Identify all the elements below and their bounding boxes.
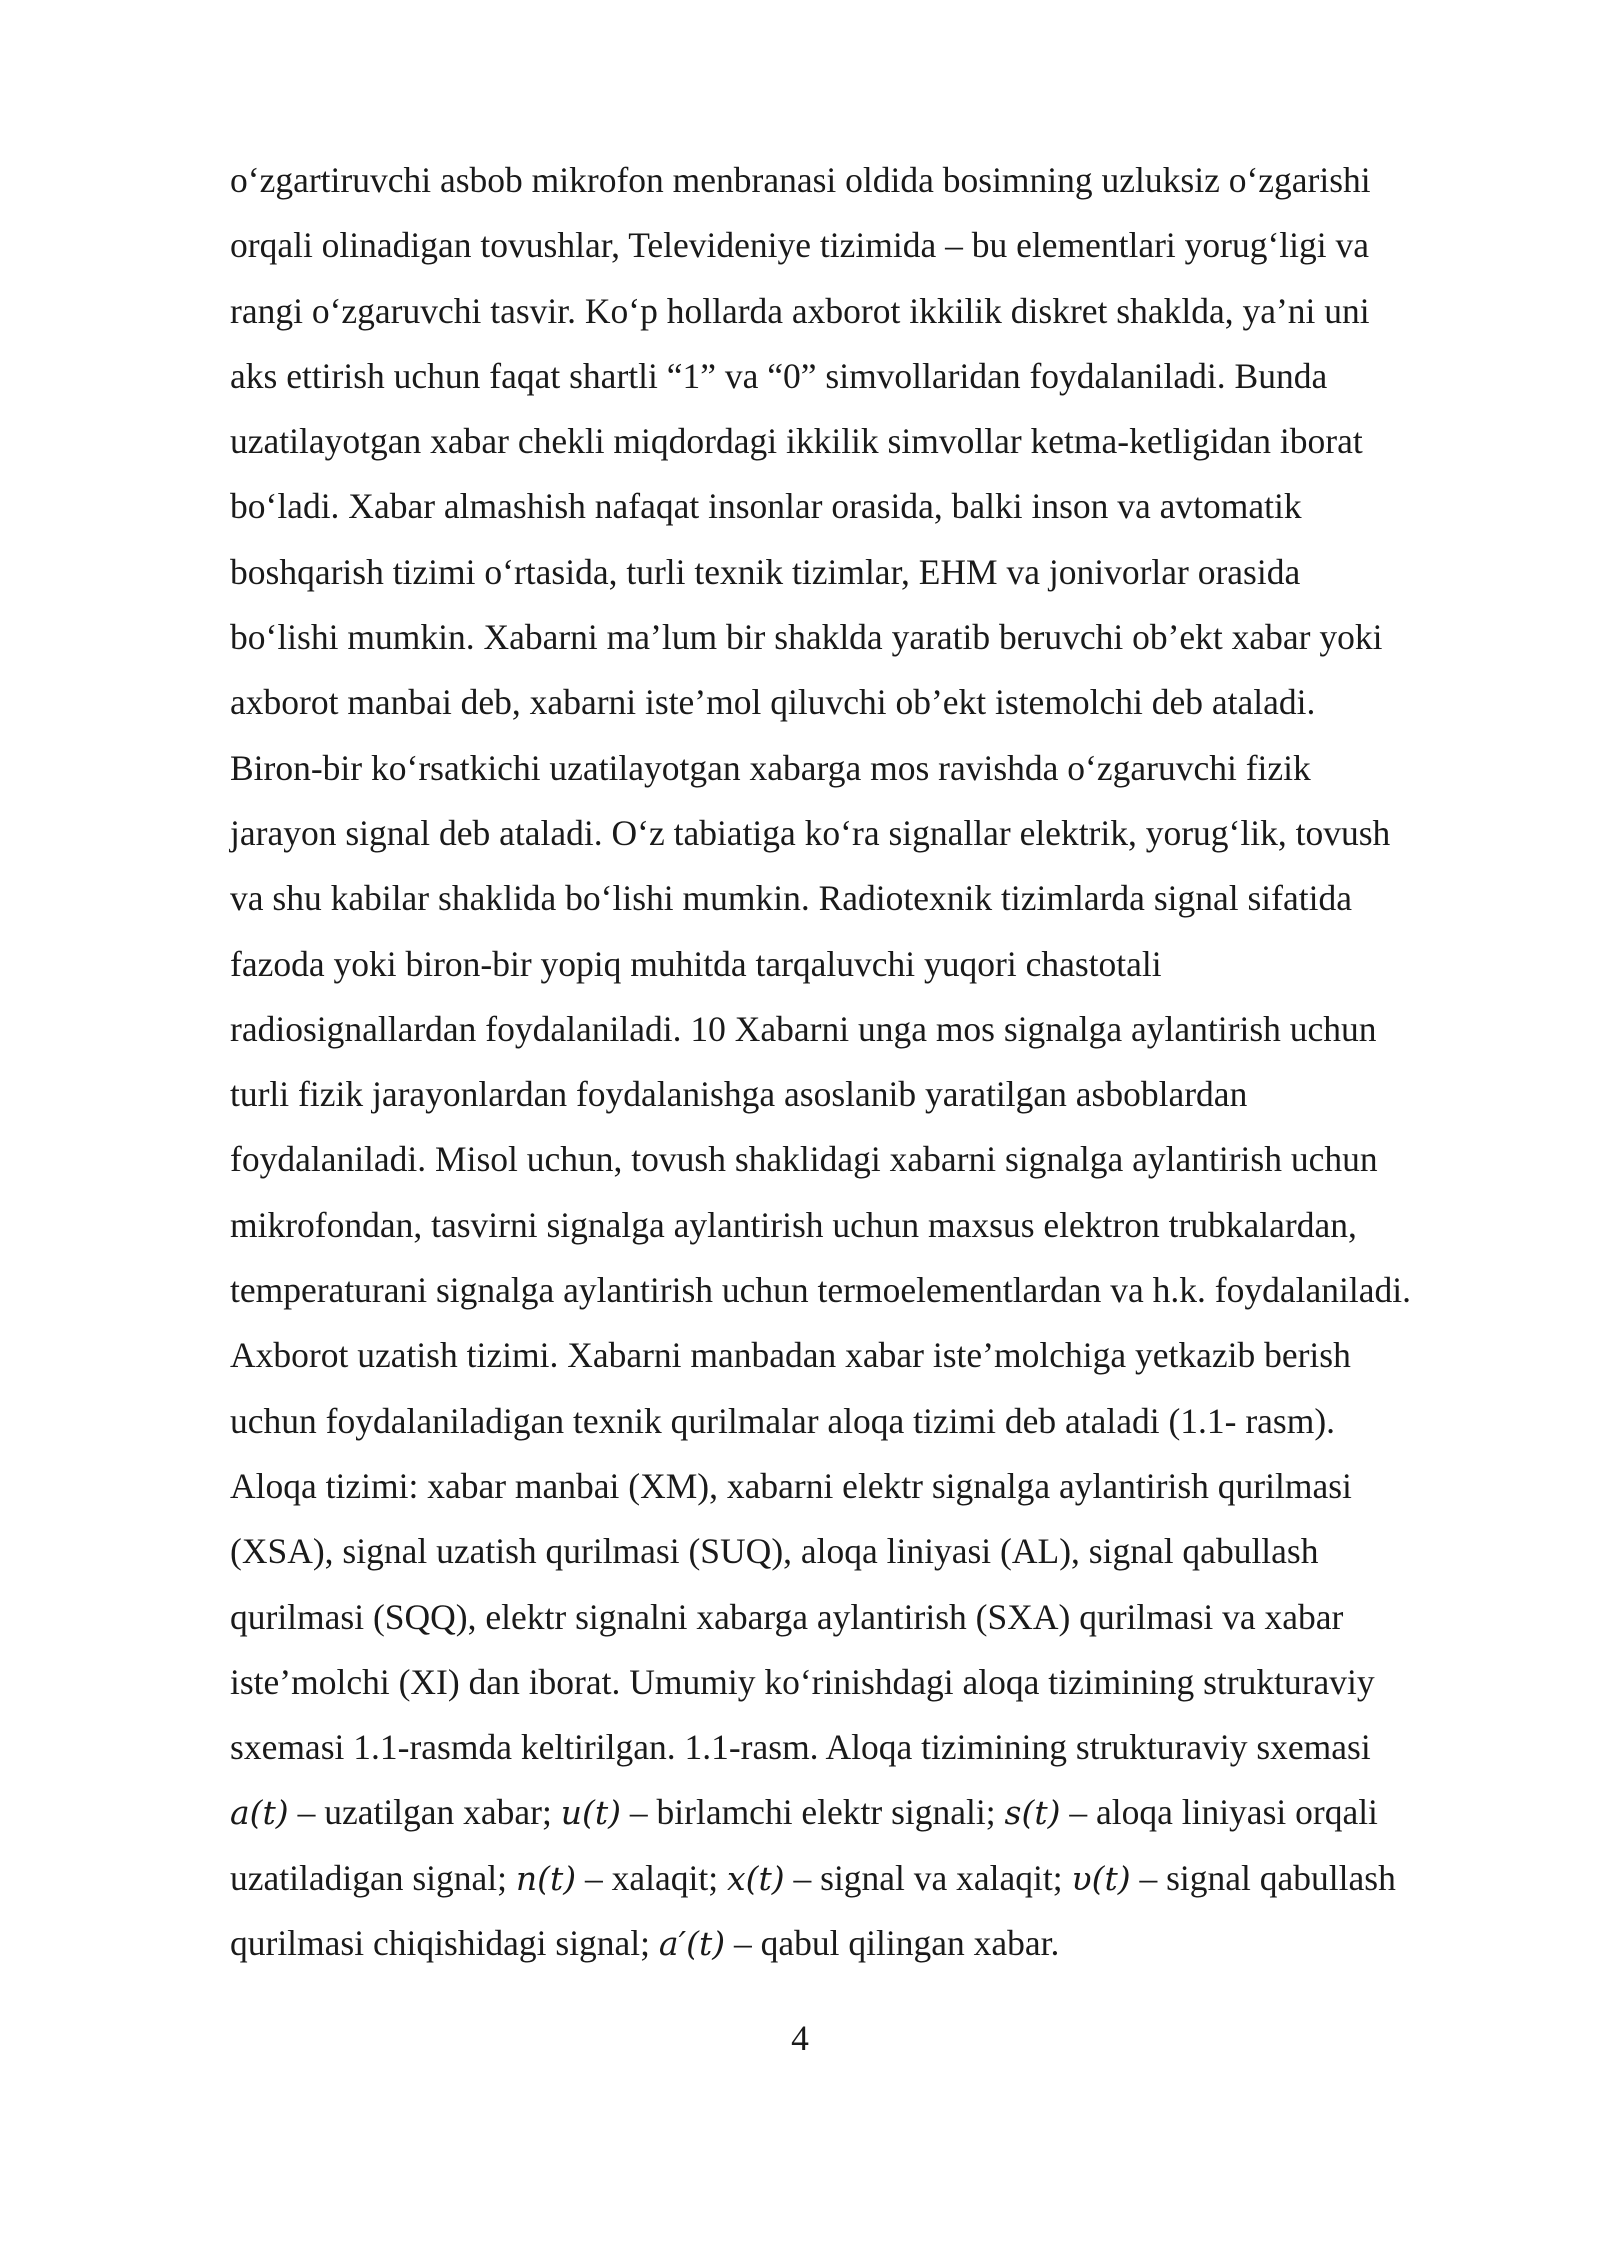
math-u-t: u(t) bbox=[560, 1793, 622, 1833]
text-line: boshqarish tizimi o‘rtasida, turli texnik tizimlar, EHM va jonivorlar orasida bbox=[230, 551, 1301, 592]
text-line: iste’molchi (XI) dan iborat. Umumiy ko‘rinishdagi aloqa tizimining strukturaviy bbox=[230, 1661, 1375, 1702]
text-line: Aloqa tizimi: xabar manbai (XM), xabarni elektr signalga aylantirish qurilmasi bbox=[230, 1465, 1352, 1506]
math-v-t: υ(t) bbox=[1071, 1858, 1131, 1898]
text-line: Biron-bir ko‘rsatkichi uzatilayotgan xabarga mos ravishda o‘zgaruvchi fizik bbox=[230, 747, 1311, 788]
text-line: aks ettirish uchun faqat shartli “1” va “0” simvollaridan foydalaniladi. Bunda bbox=[230, 355, 1328, 396]
signal-definitions-line-2 bbox=[230, 1846, 1550, 1911]
text-line: bo‘ladi. Xabar almashish nafaqat insonlar orasida, balki inson va avtomatik bbox=[230, 486, 1302, 527]
text-line: temperaturani signalga aylantirish uchun termoelementlardan va h.k. foydalaniladi. bbox=[230, 1270, 1411, 1311]
text-line: radiosignallardan foydalaniladi. 10 Xabarni unga mos signalga aylantirish uchun bbox=[230, 1008, 1377, 1049]
definition-text: – signal qabullash bbox=[1130, 1857, 1396, 1898]
math-n-t: n(t) bbox=[515, 1858, 577, 1898]
signal-definitions-line-3 bbox=[230, 1911, 1550, 1976]
definition-text: – birlamchi elektr signali; bbox=[621, 1792, 1005, 1833]
text-line: orqali olinadigan tovushlar, Televideniye tizimida – bu elementlari yorug‘ligi va bbox=[230, 225, 1370, 266]
page-number: 4 bbox=[791, 2018, 809, 2058]
text-line: qurilmasi (SQQ), elektr signalni xabarga aylantirish (SXA) qurilmasi va xabar bbox=[230, 1596, 1344, 1637]
text-line: jarayon signal deb ataladi. O‘z tabiatiga ko‘ra signallar elektrik, yorug‘lik, tovush bbox=[230, 812, 1391, 853]
text-line: va shu kabilar shaklida bo‘lishi mumkin. Radiotexnik tizimlarda signal sifatida bbox=[230, 878, 1352, 919]
math-x-t: x(t) bbox=[727, 1858, 785, 1898]
signal-definitions-line-1 bbox=[230, 1780, 1550, 1845]
text-line: bo‘lishi mumkin. Xabarni ma’lum bir shaklda yaratib beruvchi ob’ekt xabar yoki bbox=[230, 617, 1383, 658]
definition-text: – xalaqit; bbox=[576, 1857, 727, 1898]
text-line: uchun foydalaniladigan texnik qurilmalar aloqa tizimi deb ataladi (1.1- rasm). bbox=[230, 1400, 1336, 1441]
math-a-prime-t: a′(t) bbox=[658, 1924, 726, 1964]
definition-text: – signal va xalaqit; bbox=[784, 1857, 1072, 1898]
text-line: mikrofondan, tasvirni signalga aylantirish uchun maxsus elektron trubkalardan, bbox=[230, 1204, 1357, 1245]
definition-text: uzatiladigan signal; bbox=[230, 1857, 516, 1898]
text-line: axborot manbai deb, xabarni iste’mol qiluvchi ob’ekt istemolchi deb ataladi. bbox=[230, 682, 1316, 723]
text-line: (XSA), signal uzatish qurilmasi (SUQ), aloqa liniyasi (AL), signal qabullash bbox=[230, 1531, 1319, 1572]
math-a-t: a(t) bbox=[230, 1793, 289, 1833]
text-line: fazoda yoki biron-bir yopiq muhitda tarqaluvchi yuqori chastotali bbox=[230, 943, 1162, 984]
text-line: Axborot uzatish tizimi. Xabarni manbadan xabar iste’molchiga yetkazib berish bbox=[230, 1335, 1351, 1376]
text-line: foydalaniladi. Misol uchun, tovush shaklidagi xabarni signalga aylantirish uchun bbox=[230, 1139, 1378, 1180]
math-s-t: s(t) bbox=[1004, 1793, 1061, 1833]
definition-text: – aloqa liniyasi orqali bbox=[1060, 1792, 1378, 1833]
text-line: uzatilayotgan xabar chekli miqdordagi ikkilik simvollar ketma-ketligidan iborat bbox=[230, 421, 1363, 462]
text-line: turli fizik jarayonlardan foydalanishga asoslanib yaratilgan asboblardan bbox=[230, 1074, 1248, 1115]
text-line: o‘zgartiruvchi asbob mikrofon menbranasi oldida bosimning uzluksiz o‘zgarishi bbox=[230, 160, 1371, 200]
text-line: sxemasi 1.1-rasmda keltirilgan. 1.1-rasm. Aloqa tizimining strukturaviy sxemasi bbox=[230, 1727, 1371, 1768]
page-body bbox=[230, 148, 1550, 1976]
definition-text: – qabul qilingan xabar. bbox=[725, 1923, 1060, 1964]
text-line: rangi o‘zgaruvchi tasvir. Ko‘p hollarda axborot ikkilik diskret shaklda, ya’ni uni bbox=[230, 290, 1370, 331]
definition-text: – uzatilgan xabar; bbox=[288, 1792, 561, 1833]
definition-text: qurilmasi chiqishidagi signal; bbox=[230, 1923, 659, 1964]
